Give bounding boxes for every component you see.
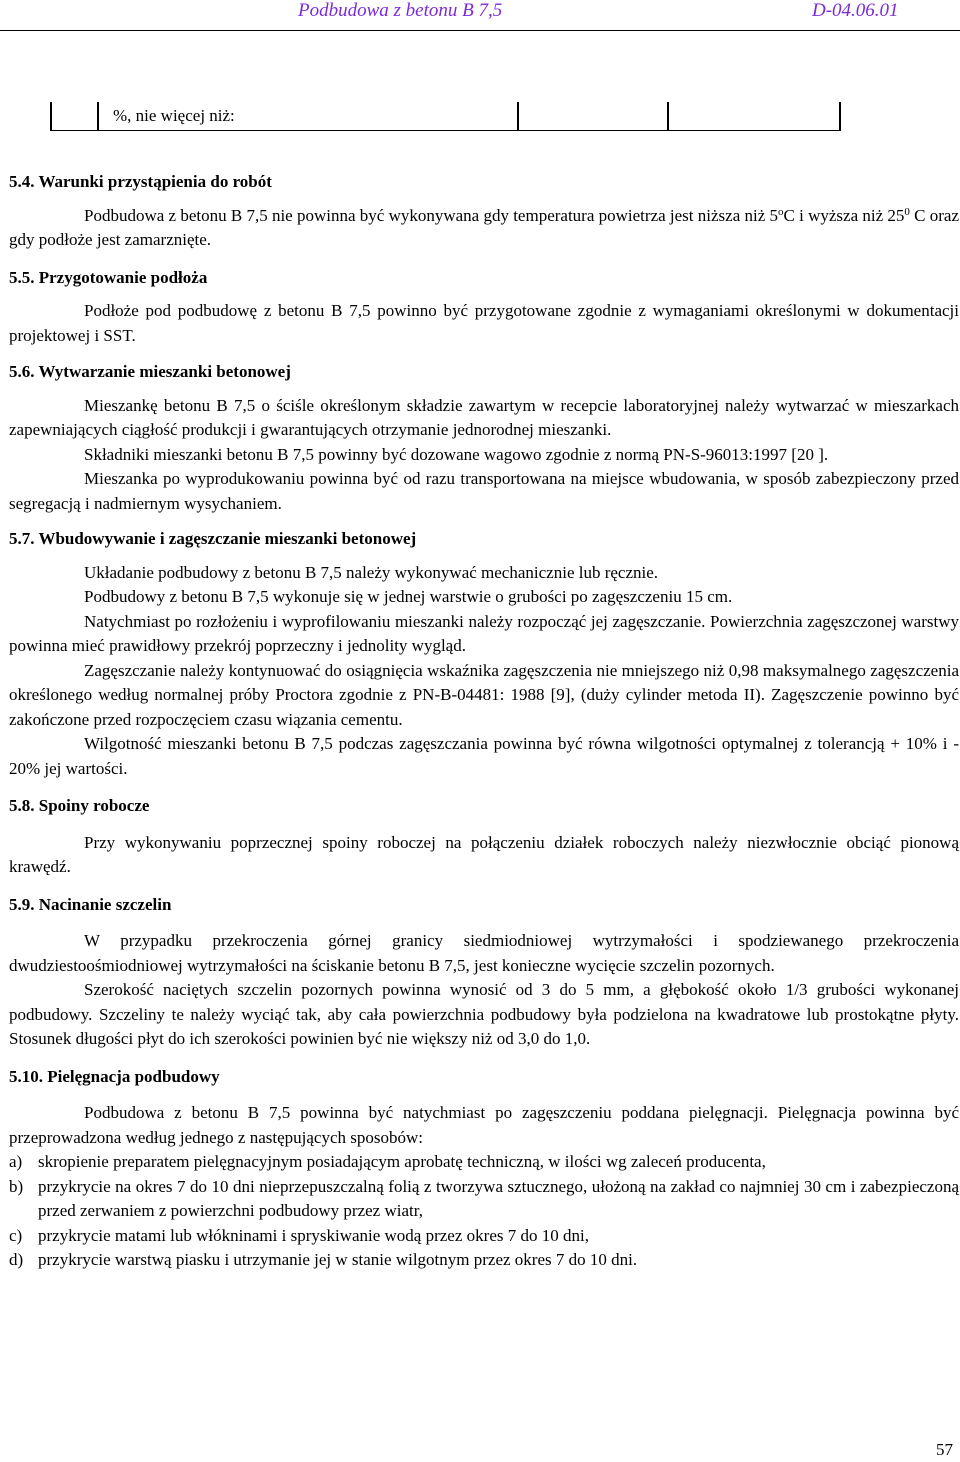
table-cell-text: %, nie więcej niż:	[113, 106, 235, 125]
section-heading-5-5: 5.5. Przygotowanie podłoża	[9, 267, 208, 287]
paragraph: Przy wykonywaniu poprzecznej spoiny roboczej na połączeniu działek roboczych należy niezwłocznie obciąć pionową krawędź.	[9, 832, 959, 876]
list-item: d) przykrycie warstwą piasku i utrzymanie jej w stanie wilgotnym przez okres 7 do 10 dni.	[9, 1250, 638, 1269]
table-divider	[50, 102, 52, 130]
paragraph: Natychmiast po rozłożeniu i wyprofilowaniu mieszanki należy rozpocząć jej zagęszczanie. Powierzchnia zagęszczonej warstwy powinna mieć prawidłowy przekrój poprzeczny i jednolity wygląd.	[9, 611, 959, 655]
paragraph: Układanie podbudowy z betonu B 7,5 należy wykonywać mechanicznie lub ręcznie.	[84, 562, 659, 582]
paragraph: Podbudowy z betonu B 7,5 wykonuje się w jednej warstwie o grubości po zagęszczeniu 15 cm.	[84, 587, 733, 606]
paragraph: W przypadku przekroczenia górnej granicy siedmiodniowej wytrzymałości i spodziewanego przekroczenia dwudziestoośmiodniowej wytrzymałości na ściskanie betonu B 7,5, jest konieczne wycięcie szczelin pozornych.	[9, 931, 959, 975]
section-heading-5-7: 5.7. Wbudowywanie i zagęszczanie mieszanki betonowej	[9, 529, 417, 548]
section-heading-5-6: 5.6. Wytwarzanie mieszanki betonowej	[9, 362, 291, 381]
list-item: b) przykrycie na okres 7 do 10 dni nieprzepuszczalną folią z tworzywa sztucznego, ułożoną na zakład co najmniej 30 cm i zabezpieczoną przed zerwaniem z powierzchni podbudowy przez wiatr,	[9, 1176, 959, 1220]
header-title: Podbudowa z betonu B 7,5	[298, 0, 503, 21]
document-body	[9, 170, 959, 1273]
paragraph: Mieszankę betonu B 7,5 o ściśle określonym składzie zawartym w recepcie laboratoryjnej należy wytwarzać w mieszarkach zapewniających ciągłość produkcji i gwarantujących otrzymanie jednorodnej mieszanki.	[9, 395, 959, 439]
paragraph: Mieszanka po wyprodukowaniu powinna być od razu transportowana na miejsce wbudowania, w sposób zabezpieczony przed segregacją i nadmiernym wysychaniem.	[9, 469, 959, 513]
section-heading-5-10: 5.10. Pielęgnacja podbudowy	[9, 1066, 220, 1086]
paragraph: Szerokość naciętych szczelin pozornych powinna wynosić od 3 do 5 mm, a głębokość około 1/3 grubości wykonanej podbudowy. Szczeliny te należy wyciąć tak, aby cała powierzchnia podbudowy była podzielona na kwadratowe lub prostokątne płyty. Stosunek długości płyt do ich szerokości powinien być nie większy niż od 3,0 do 1,0.	[9, 980, 959, 1048]
section-heading-5-4: 5.4. Warunki przystąpienia do robót	[9, 172, 272, 191]
paragraph: Wilgotność mieszanki betonu B 7,5 podczas zagęszczania powinna być równa wilgotności optymalnej z tolerancją + 10% i - 20% jej wartości.	[9, 734, 959, 778]
paragraph: Podbudowa z betonu B 7,5 powinna być natychmiast po zagęszczeniu poddana pielęgnacji. Pielęgnacja powinna być przeprowadzona według jednego z następujących sposobów:	[9, 1103, 959, 1147]
table-divider	[517, 102, 519, 130]
table-divider	[97, 102, 99, 130]
list-item: a) skropienie preparatem pielęgnacyjnym posiadającym aprobatę techniczną, w ilości wg zaleceń producenta,	[9, 1152, 766, 1171]
page-header	[0, 0, 960, 31]
table-divider	[839, 102, 841, 130]
paragraph: Podbudowa z betonu B 7,5 nie powinna być wykonywana gdy temperatura powietrza jest niższa niż 5$^o$C i wyższa niż $25^0$ C oraz gdy podłoże jest zamarznięte.	[9, 205, 960, 249]
table-divider	[667, 102, 669, 130]
paragraph: Podłoże pod podbudowę z betonu B 7,5 powinno być przygotowane zgodnie z wymaganiami określonymi w dokumentacji projektowej i SST.	[9, 301, 959, 345]
page-number: 57	[936, 1440, 953, 1459]
paragraph: Zagęszczanie należy kontynuować do osiągnięcia wskaźnika zagęszczenia nie mniejszego niż 0,98 maksymalnego zagęszczenia określonego według normalnej próby Proctora zgodnie z PN-B-04481: 1988 [9], (duży cylinder metoda II). Zagęszczenie powinno być zakończone przed rozpoczęciem czasu wiązania cementu.	[9, 660, 959, 729]
care-methods-list	[9, 1150, 959, 1273]
list-item: c) przykrycie matami lub włókninami i spryskiwanie wodą przez okres 7 do 10 dni,	[9, 1225, 589, 1245]
section-heading-5-8: 5.8. Spoiny robocze	[9, 796, 150, 815]
section-heading-5-9: 5.9. Nacinanie szczelin	[9, 894, 172, 914]
paragraph: Składniki mieszanki betonu B 7,5 powinny być dozowane wagowo zgodnie z normą PN-S-96013:1997 [20 ].	[84, 444, 829, 464]
header-code: D-04.06.01	[812, 0, 899, 21]
table-row	[50, 102, 841, 131]
